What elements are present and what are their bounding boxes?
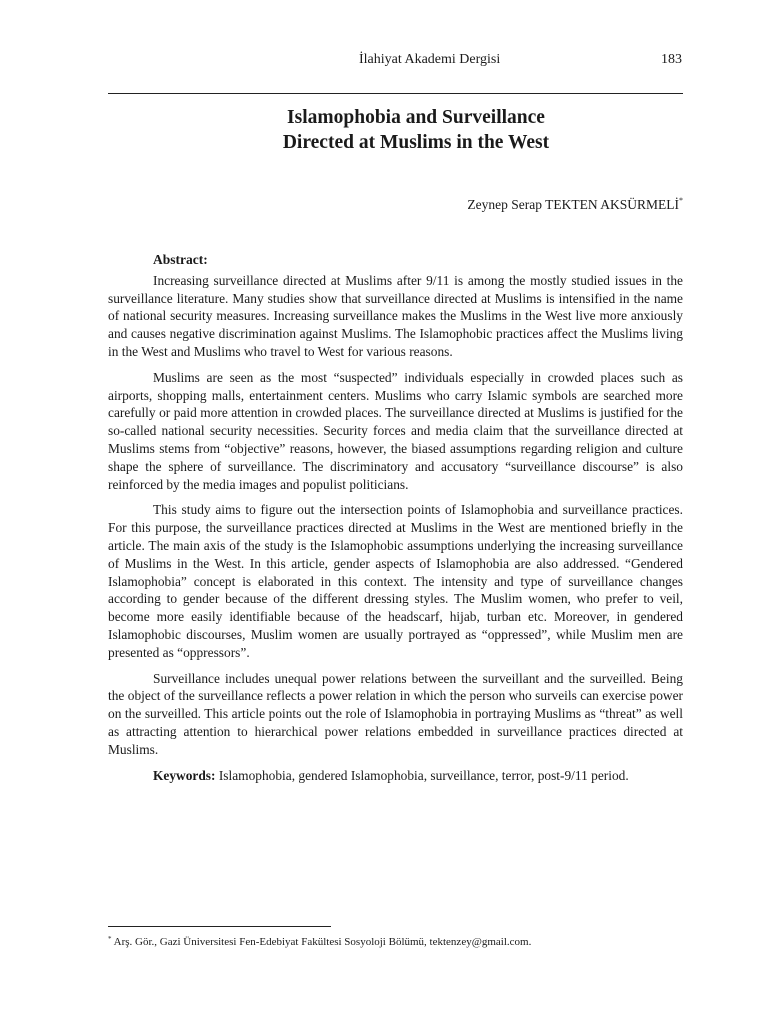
keywords [108, 767, 683, 785]
article-title [108, 105, 724, 155]
author-name: Zeynep Serap TEKTEN AKSÜRMELİ [467, 197, 679, 212]
author-line [108, 196, 683, 213]
title-line-2: Directed at Muslims in the West [282, 132, 550, 153]
title-line-1: Islamophobia and Surveillance [287, 107, 545, 128]
keywords-text: Islamophobia, gendered Islamophobia, surveillance, terror, post-9/11 period. [215, 767, 629, 783]
abstract-heading: Abstract: [153, 252, 208, 267]
keywords-label: Keywords: [153, 767, 216, 783]
abstract-section [108, 251, 683, 784]
page-number: 183 [661, 52, 682, 67]
abstract-paragraph: Surveillance includes unequal power relations between the surveillant and the surveilled. Being the object of the surveillance reflects a power relation in which the person who surveils can exercise power on the surveilled. This article points out the role of Islamophobia in portraying Muslims as “threat” as well as attracting attention to hierarchical power relations embedded in surveillance practices directed at Muslims. [108, 670, 683, 757]
footnote-mark: * [108, 935, 112, 943]
footnote [108, 935, 708, 948]
running-header [108, 52, 683, 72]
header-rule [108, 93, 683, 94]
author-footnote-mark: * [679, 196, 683, 205]
journal-name: İlahiyat Akademi Dergisi [359, 52, 501, 67]
footnote-rule [108, 926, 331, 927]
abstract-paragraph: Muslims are seen as the most “suspected” individuals especially in crowded places such as airports, shopping malls, entertainment centers. Muslims who carry Islamic symbols are searched more carefully or paid more attention in crowded places. The surveillance directed at Muslims is justified for the so-called national security necessities. Security forces and media claim that the surveillance directed at Muslims stems from “objective” reasons, however, the biased assumptions regarding religion and culture shape the sphere of surveillance. The discriminatory and accusatory “surveillance discourse” is also reinforced by the media images and populist politicians. [108, 369, 683, 492]
footnote-text: Arş. Gör., Gazi Üniversitesi Fen-Edebiyat Fakültesi Sosyoloji Bölümü, tektenzey@gmail.com. [111, 936, 532, 948]
abstract-paragraph: Increasing surveillance directed at Muslims after 9/11 is among the mostly studied issues in the surveillance literature. Many studies show that surveillance directed at Muslims is intensified in the name of national security measures. Increasing surveillance makes the Muslims in the West live more anxiously and causes negative discrimination against Muslims. The Islamophobic practices affect the Muslims living in the West and Muslims who travel to West for various reasons. [108, 272, 683, 359]
abstract-paragraph: This study aims to figure out the intersection points of Islamophobia and surveillance practices. For this purpose, the surveillance practices directed at Muslims in the West are mentioned briefly in the article. The main axis of the study is the Islamophobic assumptions underlying the increasing surveillance of Muslims in the West. In this article, gender aspects of Islamophobia are also addressed. “Gendered Islamophobia” concept is elaborated in this context. The intensity and type of surveillance changes according to gender because of the different dressing styles. The Muslim women, who prefer to veil, become more easily identifiable because of the headscarf, hijab, turban etc. Moreover, in gendered Islamophobic discourses, Muslim women are usually portrayed as “oppressed”, while Muslim men are presented as “oppressors”. [108, 502, 683, 660]
